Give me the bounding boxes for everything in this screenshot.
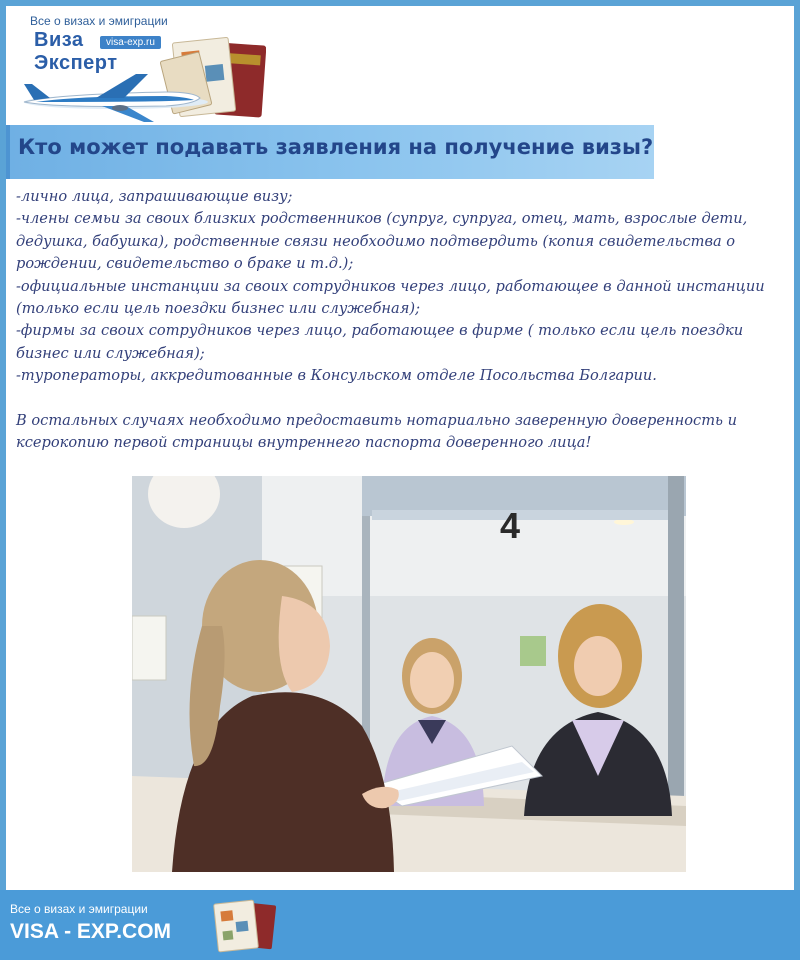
article-paragraph: -официальные инстанции за своих сотрудников через лицо, работающее в данной инстанции (только если цель поездки бизнес или служебная); (16, 277, 765, 318)
article-body (16, 186, 786, 454)
site-tagline: Все о визах и эмиграции (30, 14, 168, 28)
logo-url-badge: visa-exp.ru (100, 36, 161, 49)
article-paragraph: -фирмы за своих сотрудников через лицо, работающее в фирме ( только если цель поездки бизнес или служебная); (16, 322, 744, 362)
article-title-bar (6, 125, 654, 179)
site-footer (0, 890, 800, 960)
article-paragraph: -туроператоры, аккредитованные в Консульском отделе Посольства Болгарии. (16, 367, 657, 385)
passport-icon (206, 898, 278, 954)
article-title: Кто может подавать заявления на получение визы? (18, 135, 654, 159)
paragraph-spacer (16, 388, 786, 410)
site-logo[interactable] (16, 26, 266, 126)
footer-tagline: Все о визах и эмиграции (10, 902, 148, 916)
article-photo (132, 476, 686, 872)
page (6, 6, 794, 890)
consulate-counter-photo (132, 476, 686, 872)
article-note: В остальных случаях необходимо предоставить нотариально заверенную доверенность и ксерокопию первой страницы внутреннего паспорта доверенного лица! (16, 411, 738, 452)
footer-domain-link[interactable]: VISA - EXP.COM (10, 920, 172, 943)
article-paragraph: -лично лица, запрашивающие визу; (16, 188, 293, 205)
window-number: 4 (500, 505, 521, 546)
logo-word-visa: Виза (34, 29, 84, 51)
article-paragraph: -члены семьи за своих близких родственников (супруг, супруга, отец, мать, взрослые дети, дедушка, бабушка), родственные связи необходимо подтвердить (копия свидетельства о рождении, свидетельство о браке и т.д.); (16, 210, 748, 273)
logo-word-expert: Эксперт (34, 52, 118, 74)
